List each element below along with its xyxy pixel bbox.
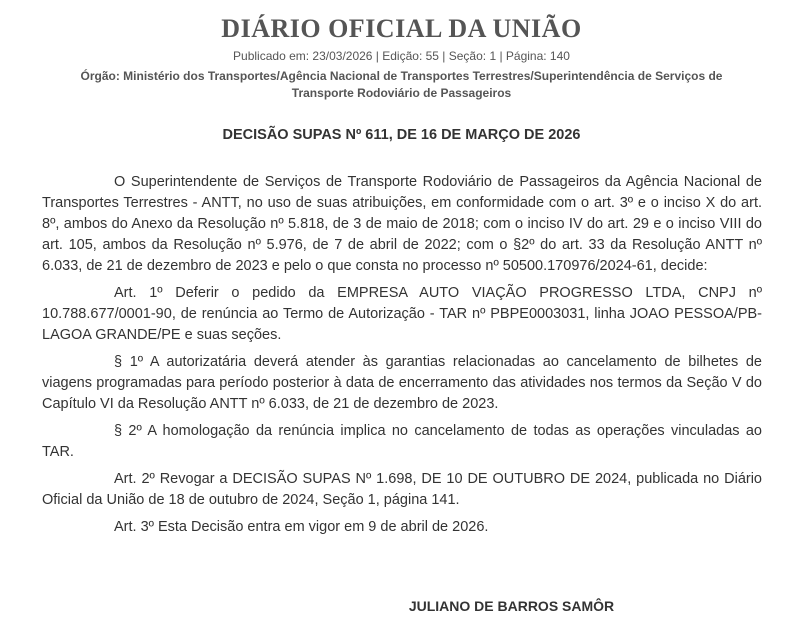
paragraph-2-section: § 2º A homologação da renúncia implica no cancelamento de todas as operações vinculadas ao TAR. — [42, 423, 762, 460]
preamble-paragraph: O Superintendente de Serviços de Transporte Rodoviário de Passageiros da Agência Nacional de Transportes Terrestres - ANTT, no uso de suas atribuições, em conformidade com o art. 3º e o inciso X do art. 8º, ambos do Anexo da Resolução nº 5.818, de 3 de maio de 2018; com o inciso IV do art. 29 e o inciso VIII do art. 105, ambos da Resolução nº 5.976, de 7 de abril de 2022; com o §2º do art. 33 da Resolução ANTT nº 6.033, de 21 de dezembro de 2023 e pelo o que consta no processo nº 50500.170976/2024-61, decide: — [42, 174, 762, 274]
article-1-paragraph: Art. 1º Deferir o pedido da EMPRESA AUTO VIAÇÃO PROGRESSO LTDA, CNPJ nº 10.788.677/0001-90, de renúncia ao Termo de Autorização - TAR nº PBPE0003031, linha JOAO PESSOA/PB-LAGOA GRANDE/PE e suas seções. — [42, 285, 762, 343]
document-title: DECISÃO SUPAS Nº 611, DE 16 DE MARÇO DE 2026 — [222, 127, 581, 143]
orgao-line: Órgão: Ministério dos Transportes/Agência Nacional de Transportes Terrestres/Superintendência de Serviços de Transporte Rodoviário de Passageiros — [80, 69, 723, 100]
article-3-paragraph: Art. 3º Esta Decisão entra em vigor em 9 de abril de 2026. — [114, 519, 489, 535]
document-body — [42, 172, 762, 544]
signatory-name: JULIANO DE BARROS SAMÔR — [408, 598, 615, 614]
masthead-title: DIÁRIO OFICIAL DA UNIÃO — [221, 14, 582, 43]
publication-info: Publicado em: 23/03/2026 | Edição: 55 | Seção: 1 | Página: 140 — [233, 49, 570, 63]
article-2-paragraph: Art. 2º Revogar a DECISÃO SUPAS Nº 1.698, DE 10 DE OUTUBRO DE 2024, publicada no Diário Oficial da União de 18 de outubro de 2024, Seção 1, página 141. — [42, 471, 762, 508]
paragraph-1-section: § 1º A autorizatária deverá atender às garantias relacionadas ao cancelamento de bilhetes de viagens programadas para período posterior à data de encerramento das atividades nos termos da Seção V do Capítulo VI da Resolução ANTT nº 6.033, de 21 de dezembro de 2023. — [42, 354, 762, 412]
